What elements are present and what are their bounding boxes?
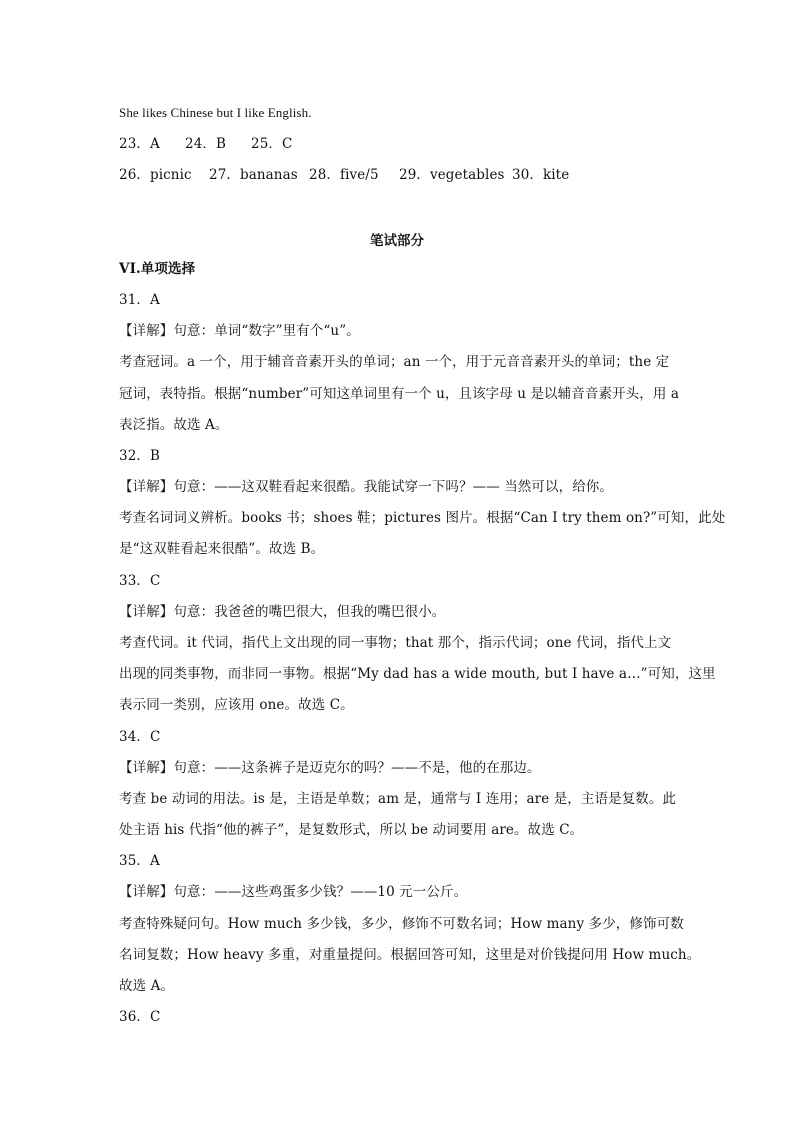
answer-32: 32．B — [119, 448, 160, 464]
answer-29: 29．vegetables — [399, 167, 505, 183]
answer-34: 34．C — [119, 729, 161, 745]
answer-27: 27．bananas — [209, 167, 298, 183]
answer-25: 25．C — [251, 136, 293, 152]
answer-31: 31．A — [119, 292, 160, 308]
explanation-32-line-1: 考查名词词义辨析。books 书；shoes 鞋；pictures 图片。根据“Can I try them on?”可知，此处 — [119, 510, 726, 526]
answer-30: 30．kite — [512, 167, 570, 183]
answer-24: 24．B — [185, 136, 226, 152]
explanation-34-line-1: 考查 be 动词的用法。is 是，主语是单数；am 是，通常与 I 连用；are 是，主语是复数。此 — [119, 791, 677, 807]
explanation-31-line-2: 冠词，表特指。根据“number”可知这单词里有一个 u，且该字母 u 是以辅音音素开头，用 a — [119, 386, 679, 402]
detail-33: 【详解】句意：我爸爸的嘴巴很大，但我的嘴巴很小。 — [119, 604, 446, 620]
explanation-32-line-2: 是“这双鞋看起来很酷”。故选 B。 — [119, 541, 325, 557]
section-heading: VI.单项选择 — [119, 261, 196, 277]
explanation-33-line-1: 考查代词。it 代词，指代上文出现的同一事物；that 那个，指示代词；one 代词，指代上文 — [119, 635, 672, 651]
explanation-35-line-3: 故选 A。 — [119, 978, 175, 994]
answer-row-26-30 — [119, 166, 569, 184]
listening-sentence: She likes Chinese but I like English. — [119, 105, 312, 120]
written-section-title: 笔试部分 — [370, 233, 424, 249]
detail-31: 【详解】句意：单词“数字”里有个“u”。 — [119, 323, 360, 339]
answer-28: 28．five/5 — [309, 167, 379, 183]
answer-26: 26．picnic — [119, 167, 192, 183]
explanation-35-line-2: 名词复数；How heavy 多重，对重量提问。根据回答可知，这里是对价钱提问用 How much。 — [119, 947, 701, 963]
explanation-31-line-3: 表泛指。故选 A。 — [119, 417, 229, 433]
explanation-34-line-2: 处主语 his 代指“他的裤子”，是复数形式，所以 be 动词要用 are。故选 C。 — [119, 822, 584, 838]
explanation-33-line-2: 出现的同类事物，而非同一事物。根据“My dad has a wide mouth, but I have a…”可知，这里 — [119, 666, 716, 682]
explanation-31-line-1: 考查冠词。a 一个，用于辅音音素开头的单词；an 一个，用于元音音素开头的单词；the 定 — [119, 354, 670, 370]
explanation-33-line-3: 表示同一类别，应该用 one。故选 C。 — [119, 697, 354, 713]
answer-33: 33．C — [119, 573, 161, 589]
answer-36: 36．C — [119, 1009, 161, 1025]
detail-32: 【详解】句意：——这双鞋看起来很酷。我能试穿一下吗？—— 当然可以，给你。 — [119, 479, 613, 495]
answer-row-23-25 — [119, 135, 292, 153]
detail-34: 【详解】句意：——这条裤子是迈克尔的吗？——不是，他的在那边。 — [119, 760, 541, 776]
answer-35: 35．A — [119, 853, 160, 869]
explanation-35-line-1: 考查特殊疑问句。How much 多少钱，多少，修饰不可数名词；How many 多少，修饰可数 — [119, 916, 684, 932]
detail-35: 【详解】句意：——这些鸡蛋多少钱？——10 元一公斤。 — [119, 884, 468, 900]
answer-23: 23．A — [119, 136, 160, 152]
